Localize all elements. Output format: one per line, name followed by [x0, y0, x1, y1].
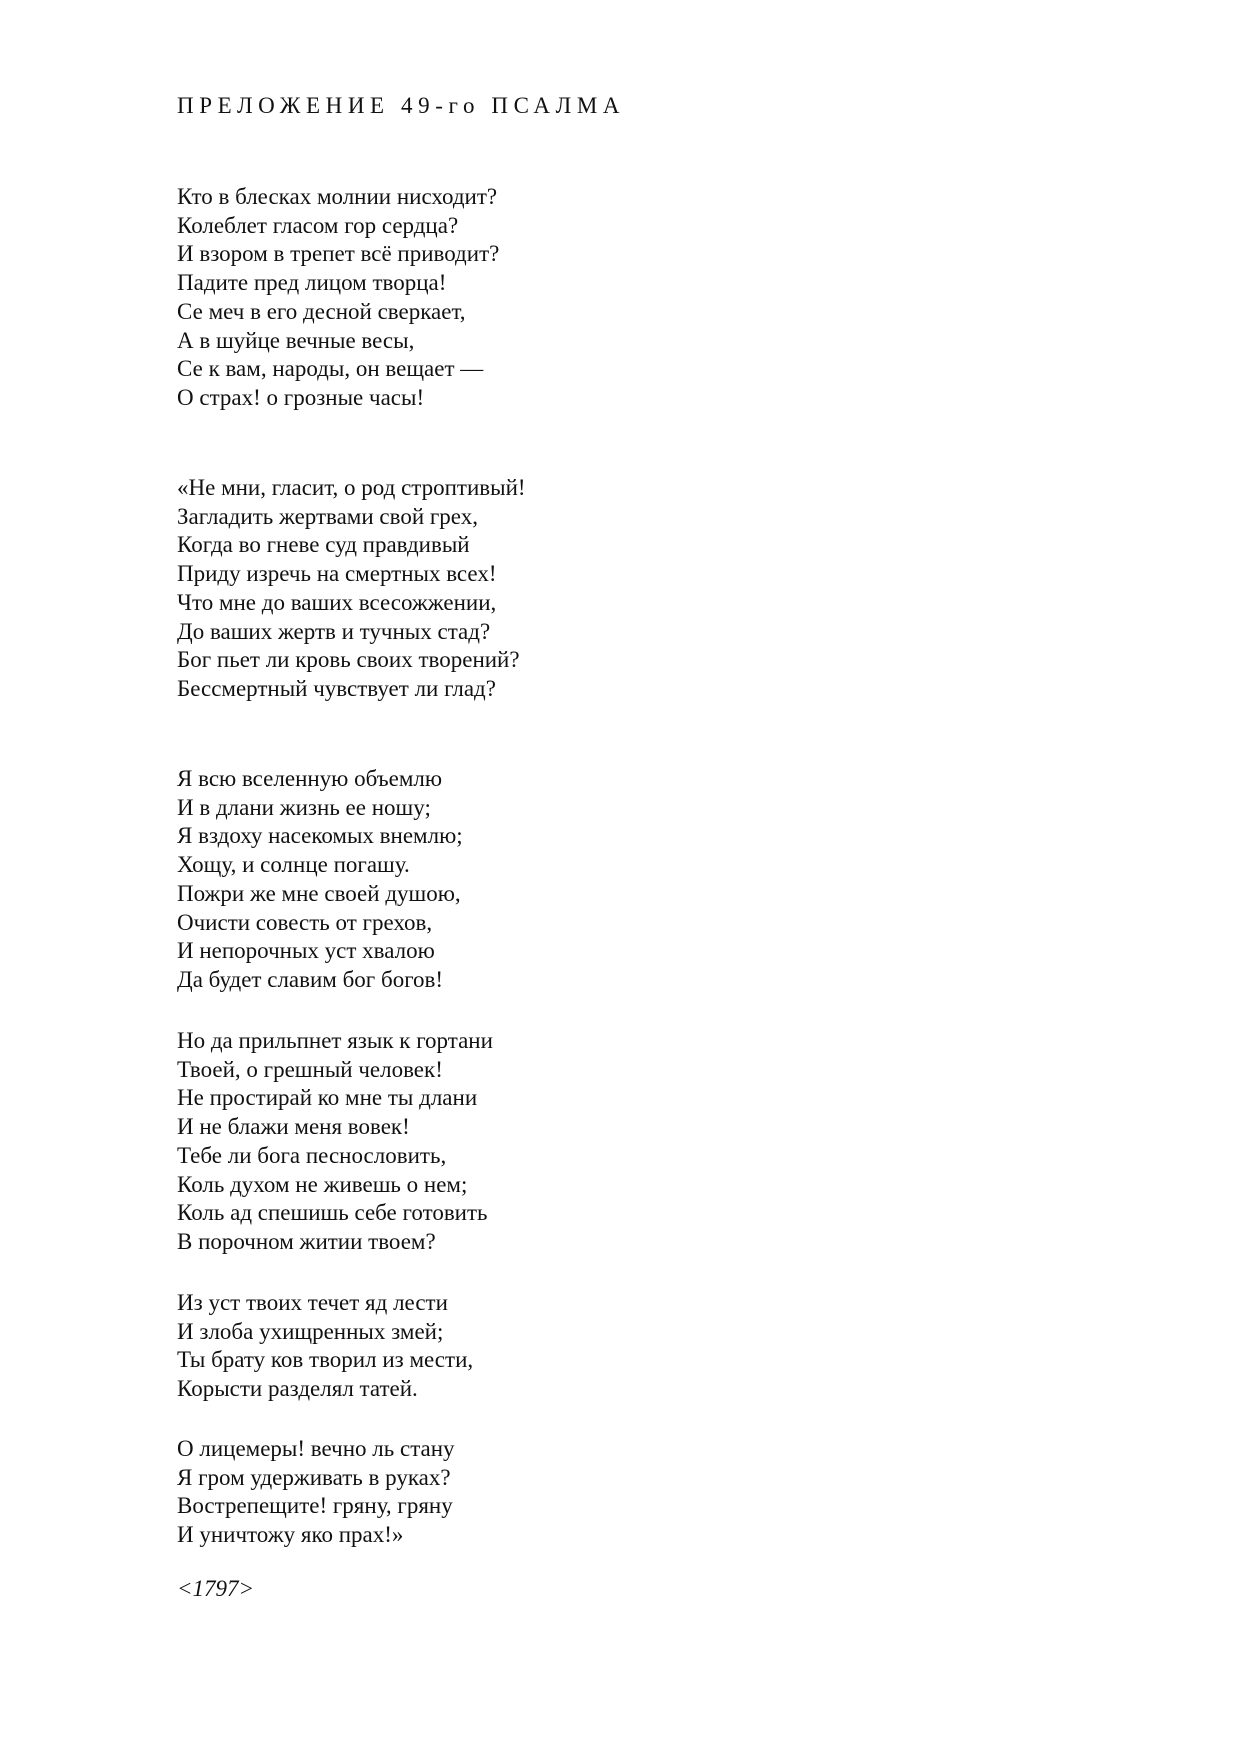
verse-line: Когда во гневе суд правдивый — [177, 532, 470, 558]
verse-line: Не простирай ко мне ты длани — [177, 1085, 478, 1111]
verse-line: Загладить жертвами свой грех, — [177, 503, 478, 529]
verse-line: Се меч в его десной сверкает, — [177, 298, 466, 324]
stanza-3 — [177, 765, 463, 995]
verse-line: Да будет славим бог богов! — [177, 966, 444, 992]
verse-line: До ваших жертв и тучных стад? — [177, 618, 491, 644]
poem-title: ПРЕЛОЖЕНИЕ 49-го ПСАЛМА — [177, 93, 626, 118]
verse-line: Коль духом не живешь о нем; — [177, 1171, 468, 1197]
verse-line: Бессмертный чувствует ли глад? — [177, 675, 496, 701]
verse-line: В порочном житии твоем? — [177, 1228, 436, 1254]
stanza-6 — [177, 1435, 455, 1550]
verse-line: Очисти совесть от грехов, — [177, 909, 433, 935]
stanza-4 — [177, 1027, 493, 1257]
verse-line: И взором в трепет всё приводит? — [177, 241, 500, 267]
verse-line: «Не мни, гласит, о род строптивый! — [177, 475, 526, 500]
verse-line: Тебе ли бога песнословить, — [177, 1142, 447, 1168]
poem-date: <1797> — [177, 1576, 255, 1601]
verse-line: Твоей, о грешный человек! — [177, 1056, 443, 1082]
verse-line: Хощу, и солнце погашу. — [177, 852, 410, 878]
verse-line: И непорочных уст хвалою — [177, 938, 435, 964]
verse-line: Бог пьет ли кровь своих творений? — [177, 647, 520, 673]
verse-line: Я гром удерживать в руках? — [177, 1464, 451, 1490]
verse-line: О страх! о грозные часы! — [177, 384, 425, 410]
verse-line: И не блажи меня вовек! — [177, 1114, 410, 1140]
verse-line: И в длани жизнь ее ношу; — [177, 794, 431, 820]
verse-line: Из уст твоих течет яд лести — [177, 1290, 448, 1315]
verse-line: Колеблет гласом гор сердца? — [177, 212, 459, 238]
verse-line: О лицемеры! вечно ль стану — [177, 1436, 455, 1461]
verse-line: Корысти разделял татей. — [177, 1376, 418, 1402]
verse-line: Ты брату ков творил из мести, — [177, 1347, 474, 1373]
verse-line: Приду изречь на смертных всех! — [177, 561, 497, 587]
verse-line: Се к вам, народы, он вещает — — [177, 356, 484, 382]
verse-line: Падите пред лицом творца! — [177, 270, 447, 296]
verse-line: Кто в блесках молнии нисходит? — [177, 184, 498, 209]
verse-line: Что мне до ваших всесожжении, — [177, 589, 497, 615]
verse-line: И уничтожу яко прах!» — [177, 1522, 404, 1548]
verse-line: А в шуйце вечные весы, — [177, 327, 415, 353]
stanza-2 — [177, 474, 526, 704]
verse-line: Я всю вселенную объемлю — [177, 766, 443, 791]
verse-line: Я вздоху насекомых внемлю; — [177, 823, 463, 849]
verse-line: Пожри же мне своей душою, — [177, 880, 461, 906]
verse-line: Вострепещите! гряну, гряну — [177, 1493, 453, 1519]
stanza-5 — [177, 1289, 473, 1404]
stanza-1 — [177, 183, 499, 413]
verse-line: Но да прильпнет язык к гортани — [177, 1028, 493, 1053]
verse-line: Коль ад спешишь себе готовить — [177, 1200, 488, 1226]
verse-line: И злоба ухищренных змей; — [177, 1318, 444, 1344]
